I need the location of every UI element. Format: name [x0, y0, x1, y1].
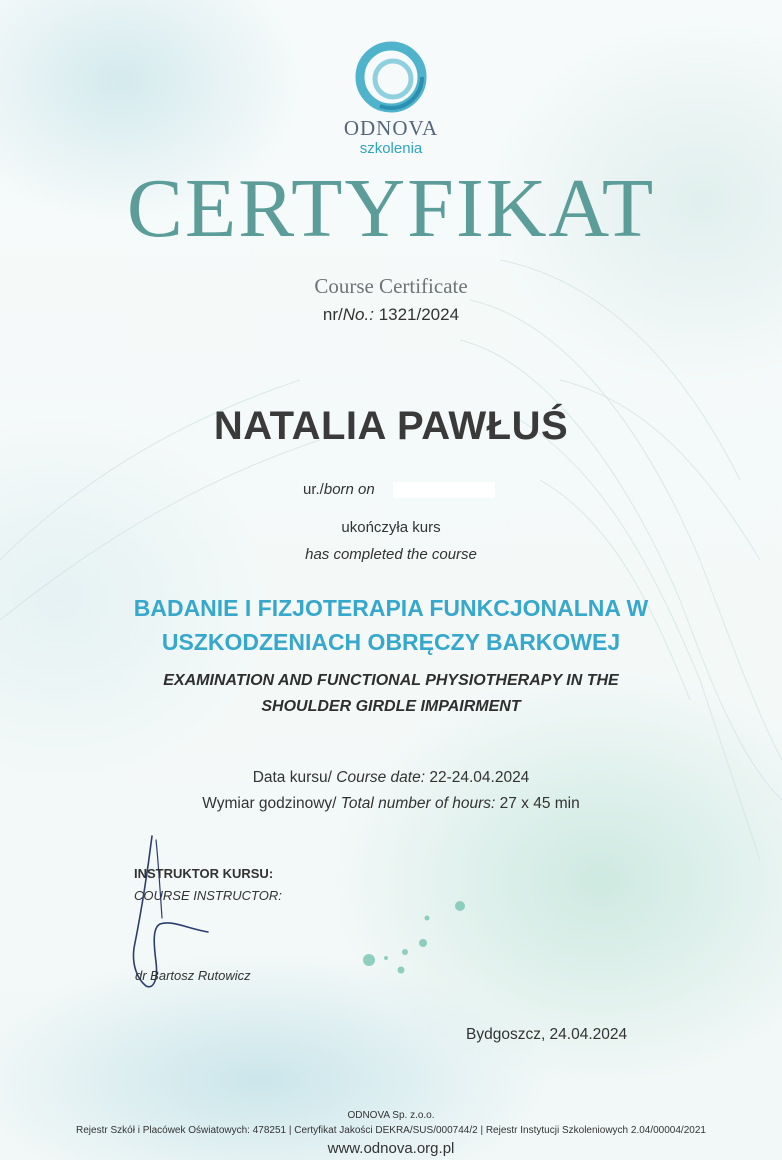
course-title-pl: [0, 591, 782, 659]
born-label-en: born on: [323, 481, 375, 498]
course-title-pl-line1: BADANIE I FIZJOTERAPIA FUNKCJONALNA W: [133, 595, 649, 621]
footer-website: www.odnova.org.pl: [327, 1140, 455, 1157]
odnova-logo-icon: [352, 38, 430, 116]
completed-label-en: has completed the course: [305, 546, 477, 563]
number-label-pl: nr/: [322, 305, 343, 324]
date-label-en: Course date:: [336, 769, 426, 786]
footer-company: ODNOVA Sp. z.o.o.: [347, 1110, 435, 1121]
course-hours: [0, 795, 782, 813]
date-label-pl: Data kursu/: [252, 769, 332, 786]
footer-registry: Rejestr Szkół i Placówek Oświatowych: 478251 | Certyfikat Jakości DEKRA/SUS/000744/2 | Rejestr Instytucji Szkoleniowych 2.04/00004/2021: [76, 1125, 706, 1136]
course-title-pl-line2: USZKODZENIACH OBRĘCZY BARKOWEJ: [161, 629, 621, 655]
ink-dots: [363, 901, 465, 974]
hours-label-en: Total number of hours:: [340, 795, 496, 812]
certificate-number: [0, 305, 782, 325]
instructor-label-en: COURSE INSTRUCTOR:: [134, 888, 282, 903]
number-label-en: No.:: [342, 305, 374, 324]
brand-subtitle: szkolenia: [359, 140, 423, 157]
completed-label-pl: ukończyła kurs: [341, 519, 441, 536]
born-label-pl: ur./: [303, 481, 324, 498]
born-label: [303, 481, 375, 498]
course-title-en-line1: EXAMINATION AND FUNCTIONAL PHYSIOTHERAPY IN THE: [163, 672, 619, 689]
date-value: 22-24.04.2024: [429, 769, 530, 786]
issue-place-date: Bydgoszcz, 24.04.2024: [466, 1026, 628, 1043]
course-title-en-line2: SHOULDER GIRDLE IMPAIRMENT: [261, 698, 521, 715]
brand-name: ODNOVA: [343, 116, 439, 140]
certificate-title: CERTYFIKAT: [126, 162, 656, 255]
hours-value: 27 x 45 min: [499, 795, 580, 812]
instructor-label-pl: INSTRUKTOR KURSU:: [134, 866, 274, 881]
course-title-en: [0, 668, 782, 720]
hours-label-pl: Wymiar godzinowy/: [202, 795, 337, 812]
number-value: 1321/2024: [378, 305, 460, 324]
recipient-name: NATALIA PAWŁUŚ: [213, 404, 569, 448]
instructor-name: dr Bartosz Rutowicz: [135, 968, 251, 983]
born-date-redacted: [393, 482, 495, 498]
course-date: [0, 769, 782, 787]
certificate-subtitle: Course Certificate: [314, 274, 468, 298]
